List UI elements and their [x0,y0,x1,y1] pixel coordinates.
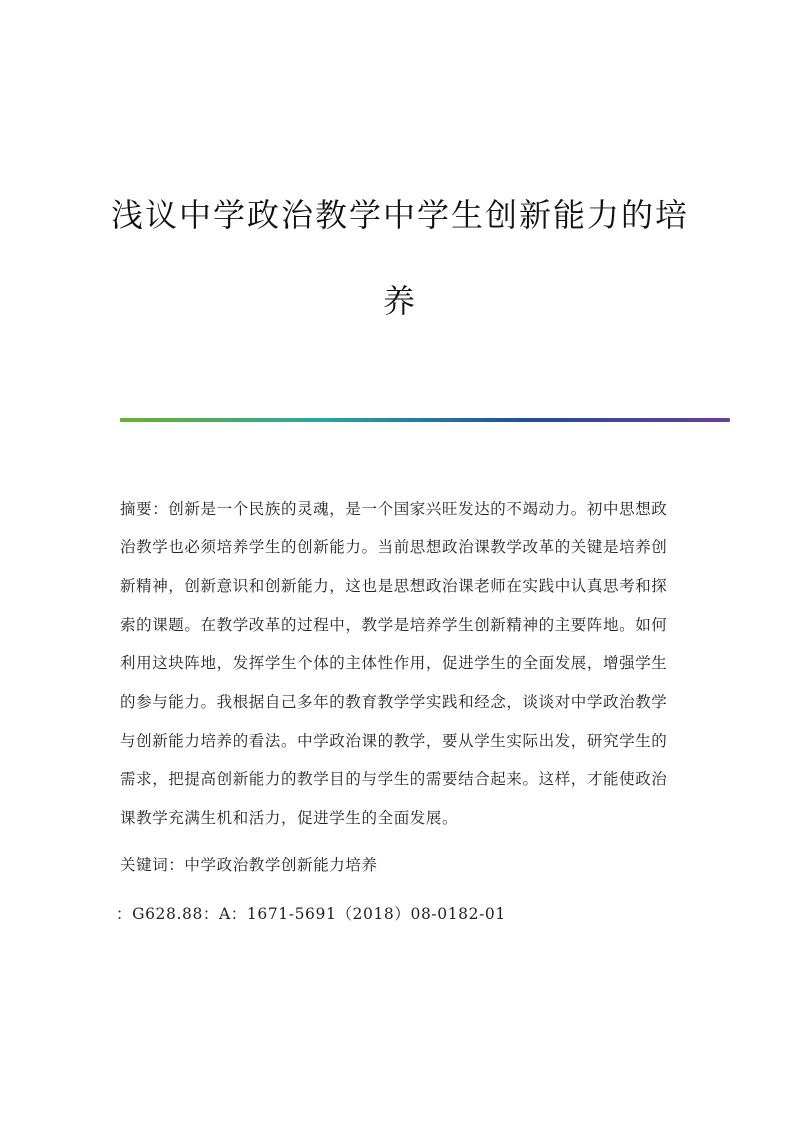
abstract-line: 利用这块阵地，发挥学生个体的主体性作用，促进学生的全面发展，增强学生 [120,654,668,672]
abstract-line: 治教学也必须培养学生的创新能力。当前思想政治课教学改革的关键是培养创 [120,538,668,556]
abstract-line: 与创新能力培养的看法。中学政治课的教学，要从学生实际出发，研究学生的 [120,732,668,750]
document-title-line-2: 养 [382,282,417,320]
classification-line: ：G628.88：A：1671-5691（2018）08-0182-01 [116,905,506,923]
keywords-line: 关键词：中学政治教学创新能力培养 [120,856,378,874]
abstract-line: 摘要：创新是一个民族的灵魂，是一个国家兴旺发达的不竭动力。初中思想政 [120,500,668,518]
abstract-line: 索的课题。在教学改革的过程中，教学是培养学生创新精神的主要阵地。如何 [120,616,668,634]
abstract-line: 需求，把提高创新能力的教学目的与学生的需要结合起来。这样，才能使政治 [120,770,668,788]
abstract-line: 新精神，创新意识和创新能力，这也是思想政治课老师在实践中认真思考和探 [120,577,668,595]
abstract-line: 的参与能力。我根据自己多年的教育教学学实践和经念，谈谈对中学政治教学 [120,693,668,711]
title-divider [120,418,730,422]
abstract-line: 课教学充满生机和活力，促进学生的全面发展。 [120,809,459,827]
document-title-line-1: 浅议中学政治教学中学生创新能力的培 [110,196,689,234]
